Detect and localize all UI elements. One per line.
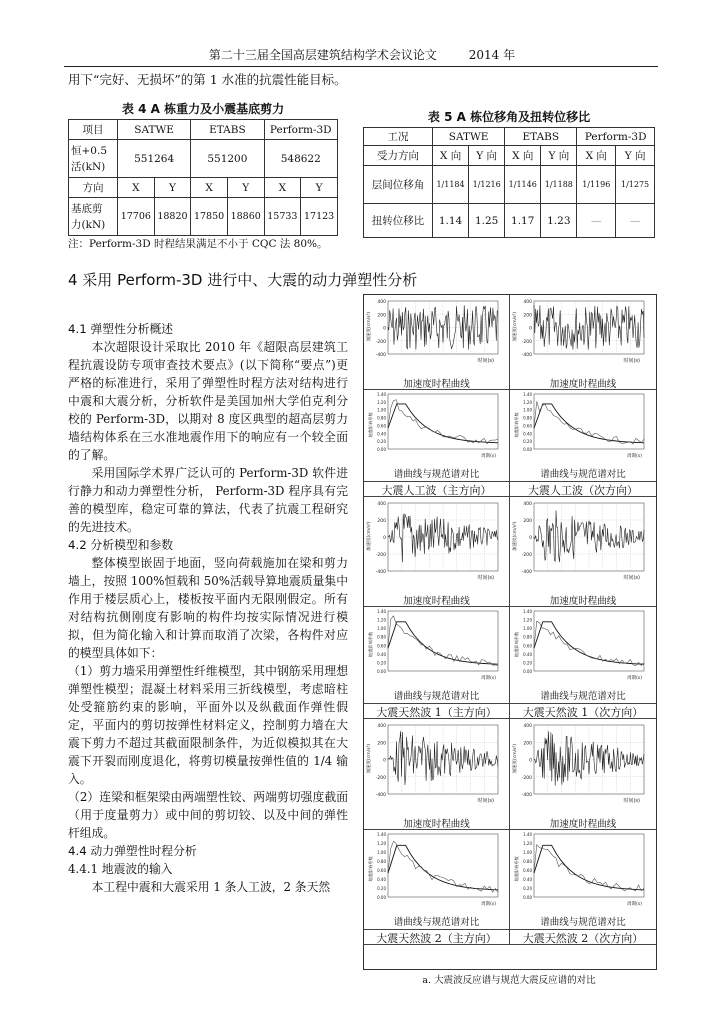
tick-label: 0.80: [377, 859, 386, 864]
code-spectrum-line: [388, 622, 498, 664]
spectrum-caption: 谱曲线与规范谱对比: [393, 917, 480, 928]
tick-label: 400: [377, 300, 386, 305]
tick-label: 0.60: [523, 868, 532, 873]
tick-label: 0.20: [377, 439, 386, 445]
tick-label: -200: [375, 775, 386, 781]
x-axis-label: 周期(s): [627, 902, 642, 907]
tick-label: 200: [377, 741, 386, 747]
paragraph: 采用国际学术界广泛认可的 Perform-3D 软件进行静力和动力弹塑性分析， Perform-3D 程序具有完善的模型库，稳定可靠的算法，代表了抗震工程研究的先进技术。: [68, 466, 348, 534]
tick-label: 1.40: [523, 832, 532, 837]
section-4-title: 4 采用 Perform-3D 进行中、大震的动力弹塑性分析: [68, 271, 418, 289]
table4-cell: Y: [301, 178, 338, 198]
y-axis-label: 加速度(cm/s²): [367, 311, 372, 342]
tick-label: 0.20: [377, 660, 386, 666]
wave-spectrum-line: [388, 616, 498, 666]
table4-cell: 551200: [191, 140, 264, 178]
table5-row-label: 层间位移角: [364, 166, 433, 204]
paragraph: 整体模型嵌固于地面，竖向荷载施加在梁和剪力墙上，按照 100%恒载和 50%活载导算地震质量集中作用于楼层质心上，楼板按平面内无限刚假定。所有对结构抗侧刚度有影响的构件均按实际情况进行模拟，但为简化输入和计算而取消了次梁，各构件对应的模型具体如下：: [68, 556, 348, 660]
x-axis-label: 时间(s): [623, 798, 640, 804]
tick-label: 0.20: [523, 439, 532, 445]
tick-label: 0: [529, 326, 532, 332]
table5-cell: Y 向: [616, 146, 655, 166]
figure-caption: a. 大震波反应谱与规范大震反应谱的对比: [422, 975, 596, 986]
wave-spectrum-line: [534, 401, 644, 444]
accel-chart: [364, 719, 508, 814]
table5: [363, 127, 655, 238]
spectrum-caption: 谱曲线与规范谱对比: [393, 469, 480, 480]
table4-cell: 17706: [118, 198, 155, 236]
table5-header: Perform-3D: [577, 128, 655, 146]
tick-label: -400: [521, 570, 532, 575]
spectrum-figure: [363, 294, 657, 970]
table5-cell: Y 向: [541, 146, 577, 166]
tick-label: 400: [523, 502, 532, 507]
tick-label: 1.00: [523, 626, 532, 632]
accel-caption: 加速度时程曲线: [403, 819, 470, 830]
table5-cell: 1/1196: [577, 166, 616, 204]
x-axis-label: 时间(s): [477, 798, 494, 804]
table4-header: Perform-3D: [264, 120, 338, 140]
accel-caption: 加速度时程曲线: [403, 379, 470, 390]
y-axis-label: 加速度(cm/s²): [513, 743, 518, 774]
tick-label: 0: [529, 758, 532, 764]
tick-label: 0.60: [377, 423, 386, 429]
header-rule: [64, 66, 658, 67]
label-line: 恒+0.5: [71, 144, 107, 157]
x-axis-label: 周期(s): [481, 454, 496, 459]
spectrum-chart: [364, 830, 508, 913]
x-axis-label: 时间(s): [477, 358, 494, 364]
tick-label: -200: [521, 553, 532, 558]
tick-label: 0.60: [523, 423, 532, 429]
table4-row-label: 方向: [69, 178, 118, 198]
accel-history-panel: [364, 497, 510, 607]
tick-label: 1.00: [377, 626, 386, 632]
tick-label: 1.40: [377, 832, 386, 837]
tick-label: 0.40: [377, 431, 386, 437]
tick-label: 200: [377, 519, 386, 524]
plot-frame: [534, 834, 644, 897]
wave-spectrum-line: [534, 621, 644, 666]
accel-chart: [510, 497, 654, 591]
list-item: （1）剪力墙采用弹塑性纤维模型，其中钢筋采用理想弹塑性模型；混凝土材料采用三折线模型，考虑暗柱处受箍筋约束的影响，平面外以及纵截面作弹性假定，平面内的剪切按弹性材料定义，控制剪力墙在大震下剪力不超过其截面限制条件，为近似模拟其在大震下开裂而刚度退化，将剪切模量按弹性值的 1/4 输入。: [68, 664, 348, 786]
tick-label: 0.80: [377, 634, 386, 640]
tick-label: 0.00: [377, 895, 386, 900]
tick-label: 1.00: [523, 407, 532, 413]
spectrum-chart: [364, 390, 508, 465]
table5-cell: 1/1184: [433, 166, 469, 204]
code-spectrum-line: [534, 845, 644, 889]
tick-label: 400: [523, 724, 532, 729]
tick-label: 1.00: [377, 850, 386, 855]
accel-history-panel: [510, 719, 656, 830]
spectrum-compare-panel: [510, 607, 656, 719]
table5-header: SATWE: [433, 128, 505, 146]
tick-label: 0.60: [377, 643, 386, 649]
table5-cell: 1.23: [541, 204, 577, 238]
tick-label: 0.00: [377, 669, 386, 674]
accel-caption: 加速度时程曲线: [549, 379, 617, 390]
table4-header: 项目: [69, 120, 118, 140]
spectrum-caption: 谱曲线与规范谱对比: [393, 691, 480, 702]
table5-cell: 1/1275: [616, 166, 655, 204]
label-line: 基底剪: [71, 202, 103, 215]
code-spectrum-line: [388, 845, 498, 889]
running-header: [0, 46, 724, 63]
tick-label: -200: [521, 775, 532, 781]
table4-cell: Y: [154, 178, 191, 198]
table4-caption: 表 4 A 栋重力及小震基底剪力: [121, 102, 285, 116]
table-note: 注：Perform-3D 时程结果满足不小于 CQC 法 80%。: [68, 238, 328, 250]
x-axis-label: 周期(s): [627, 454, 642, 459]
spectrum-chart: [510, 607, 654, 687]
table4-cell: 18820: [154, 198, 191, 236]
y-axis-label: 加速度(cm/s²): [513, 521, 518, 551]
table5-cell: X 向: [577, 146, 616, 166]
spectrum-chart: [510, 830, 654, 913]
table5-cell: —: [616, 204, 655, 238]
plot-frame: [534, 394, 644, 449]
tick-label: 1.20: [523, 399, 532, 405]
section-4-1-title: 4.1 弹塑性分析概述: [68, 322, 174, 336]
tick-label: 0.00: [523, 447, 532, 452]
table4-cell: 17850: [191, 198, 228, 236]
spectrum-caption: 谱曲线与规范谱对比: [540, 469, 626, 480]
accel-history-panel: [364, 295, 510, 390]
tick-label: 200: [523, 741, 532, 747]
tick-label: 0: [383, 536, 386, 541]
code-spectrum-line: [534, 404, 644, 443]
tick-label: 0.80: [377, 415, 386, 421]
tick-label: 400: [377, 724, 386, 729]
tick-label: 0.40: [523, 877, 532, 882]
accel-history-panel: [510, 497, 656, 607]
table4-row-label: [69, 198, 118, 236]
tick-label: 0: [383, 758, 386, 764]
accel-caption: 加速度时程曲线: [403, 596, 470, 607]
tick-label: 0.80: [523, 859, 532, 864]
table4-cell: 548622: [264, 140, 338, 178]
wave-group-caption: 大震天然波 1（次方向）: [510, 703, 656, 720]
y-axis-label: 加速度(cm/s²): [367, 743, 372, 774]
accel-caption: 加速度时程曲线: [549, 596, 617, 607]
spectrum-chart: [510, 390, 654, 465]
wave-spectrum-line: [388, 841, 498, 892]
wave-group-caption: 大震人工波（主方向）: [364, 481, 509, 498]
tick-label: 0.40: [377, 651, 386, 657]
wave-spectrum-line: [534, 845, 644, 891]
table5-cell: 1.17: [505, 204, 541, 238]
tick-label: 200: [523, 519, 532, 524]
tick-label: 1.20: [523, 617, 532, 623]
tick-label: -400: [521, 353, 532, 358]
accel-caption: 加速度时程曲线: [549, 819, 617, 830]
plot-frame: [388, 834, 498, 897]
tick-label: 0.20: [377, 886, 386, 891]
label-line: 活(kN): [71, 160, 106, 173]
table5-cell: 1/1216: [469, 166, 505, 204]
accel-history-panel: [364, 719, 510, 830]
x-axis-label: 时间(s): [623, 575, 640, 581]
table4-cell: 551264: [118, 140, 191, 178]
header-title: 第二十三届全国高层建筑结构学术会议论文: [208, 48, 437, 62]
table5-caption: 表 5 A 栋位移角及扭转位移比: [427, 110, 591, 124]
section-4-2-title: 4.2 分析模型和参数: [68, 538, 174, 552]
accel-chart: [510, 719, 654, 814]
tick-label: 0.40: [523, 651, 532, 657]
paragraph: 本次超限设计采取比 2010 年《超限高层建筑工程抗震设防专项审查技术要点》(以下简称“要点”)更严格的标准进行，采用了弹塑性时程方法对结构进行中震和大震分析，分析软件是美国加州大学伯克利分校的 Perform-3D，以期对 8 度区典型的超高层剪力墙结构体系在三水准地震作用下的响应有一个较全面的了解。: [68, 340, 348, 462]
spectrum-compare-panel: [510, 390, 656, 497]
spectrum-compare-panel: [364, 390, 510, 497]
body-column: [68, 320, 348, 896]
table4-cell: X: [264, 178, 301, 198]
x-axis-label: 周期(s): [481, 676, 496, 681]
tick-label: -400: [375, 353, 386, 358]
y-axis-label: 地震影响系数: [514, 631, 519, 657]
tick-label: 1.00: [523, 850, 532, 855]
tick-label: 1.40: [523, 609, 532, 614]
header-year: 2014 年: [468, 48, 516, 62]
x-axis-label: 周期(s): [627, 676, 642, 681]
table5-cell: 1/1188: [541, 166, 577, 204]
tick-label: 0: [383, 326, 386, 332]
tick-label: -400: [375, 570, 386, 575]
table4-cell: 15733: [264, 198, 301, 236]
spectrum-caption: 谱曲线与规范谱对比: [540, 917, 626, 928]
tick-label: 400: [523, 300, 532, 305]
table4-cell: 17123: [301, 198, 338, 236]
lead-paragraph: 用下“完好、无损坏”的第 1 水准的抗震性能目标。: [68, 72, 347, 87]
y-axis-label: 地震影响系数: [368, 856, 373, 882]
wave-group-caption: 大震人工波（次方向）: [510, 481, 656, 498]
x-axis-label: 时间(s): [623, 358, 640, 364]
tick-label: -400: [375, 793, 386, 798]
table4-cell: Y: [227, 178, 264, 198]
tick-label: 0.40: [523, 431, 532, 437]
y-axis-label: 地震影响系数: [514, 412, 519, 438]
y-axis-label: 地震影响系数: [368, 631, 373, 657]
wave-group-caption: 大震天然波 2（次方向）: [510, 929, 656, 946]
accel-chart: [364, 497, 508, 591]
accel-chart: [510, 295, 654, 374]
table5-cell: X 向: [433, 146, 469, 166]
y-axis-label: 加速度(cm/s²): [513, 311, 518, 342]
tick-label: 0: [529, 536, 532, 541]
table5-row-label: 扭转位移比: [364, 204, 433, 238]
tick-label: 200: [377, 313, 386, 319]
table4-row-label: [69, 140, 118, 178]
spectrum-compare-panel: [510, 830, 656, 945]
section-4-4-1-title: 4.4.1 地震波的输入: [68, 862, 173, 876]
table5-cell: 1.25: [469, 204, 505, 238]
table4-cell: 18860: [227, 198, 264, 236]
y-axis-label: 加速度(cm/s²): [367, 521, 372, 551]
tick-label: 0.80: [523, 634, 532, 640]
tick-label: -400: [521, 793, 532, 798]
tick-label: 0.40: [377, 877, 386, 882]
paragraph: 本工程中震和大震采用 1 条人工波，2 条天然: [91, 880, 331, 894]
tick-label: 0.00: [523, 669, 532, 674]
table5-cell: —: [577, 204, 616, 238]
y-axis-label: 地震影响系数: [514, 856, 519, 882]
table5-header: ETABS: [505, 128, 577, 146]
table5-header: 工况: [364, 128, 433, 146]
spectrum-chart: [364, 607, 508, 687]
table5-cell: 1.14: [433, 204, 469, 238]
tick-label: 0.20: [523, 660, 532, 666]
x-axis-label: 周期(s): [481, 902, 496, 907]
tick-label: 1.40: [523, 392, 532, 397]
table4-cell: X: [191, 178, 228, 198]
tick-label: 1.20: [377, 841, 386, 846]
tick-label: 0.80: [523, 415, 532, 421]
spectrum-compare-panel: [364, 607, 510, 719]
spectrum-compare-panel: [364, 830, 510, 945]
wave-group-caption: 大震天然波 2（主方向）: [364, 929, 509, 946]
tick-label: 0.20: [523, 886, 532, 891]
tick-label: 200: [523, 313, 532, 319]
label-line: 力(kN): [71, 218, 106, 231]
accel-series-line: [534, 510, 644, 562]
tick-label: 1.40: [377, 609, 386, 614]
list-item: （2）连梁和框架梁由两端塑性铰、两端剪切强度截面（用于度量剪力）或中间的剪切铰、以及中间的弹性杆组成。: [68, 790, 348, 840]
tick-label: 0.00: [523, 895, 532, 900]
tick-label: -200: [375, 339, 386, 345]
tick-label: 0.00: [377, 447, 386, 452]
accel-history-panel: [510, 295, 656, 390]
code-spectrum-line: [534, 622, 644, 664]
tick-label: 1.20: [377, 399, 386, 405]
tick-label: 1.20: [377, 617, 386, 623]
table5-cell: Y 向: [469, 146, 505, 166]
tick-label: 1.40: [377, 392, 386, 397]
table4: [68, 119, 338, 236]
accel-chart: [364, 295, 508, 374]
table5-cell: 1/1146: [505, 166, 541, 204]
y-axis-label: 地震影响系数: [368, 412, 373, 438]
section-4-4-title: 4.4 动力弹塑性时程分析: [68, 844, 197, 858]
tick-label: -200: [521, 339, 532, 345]
wave-group-caption: 大震天然波 1（主方向）: [364, 703, 509, 720]
table5-cell: X 向: [505, 146, 541, 166]
tick-label: 0.60: [523, 643, 532, 649]
spectrum-caption: 谱曲线与规范谱对比: [540, 691, 626, 702]
table4-cell: X: [118, 178, 155, 198]
wave-spectrum-line: [388, 400, 498, 444]
table4-header: ETABS: [191, 120, 264, 140]
tick-label: 400: [377, 502, 386, 507]
plot-frame: [388, 611, 498, 671]
tick-label: 1.20: [523, 841, 532, 846]
tick-label: -200: [375, 553, 386, 558]
table4-header: SATWE: [118, 120, 191, 140]
tick-label: 0.60: [377, 868, 386, 873]
table5-row-label: 受力方向: [364, 146, 433, 166]
x-axis-label: 时间(s): [477, 575, 494, 581]
tick-label: 1.00: [377, 407, 386, 413]
